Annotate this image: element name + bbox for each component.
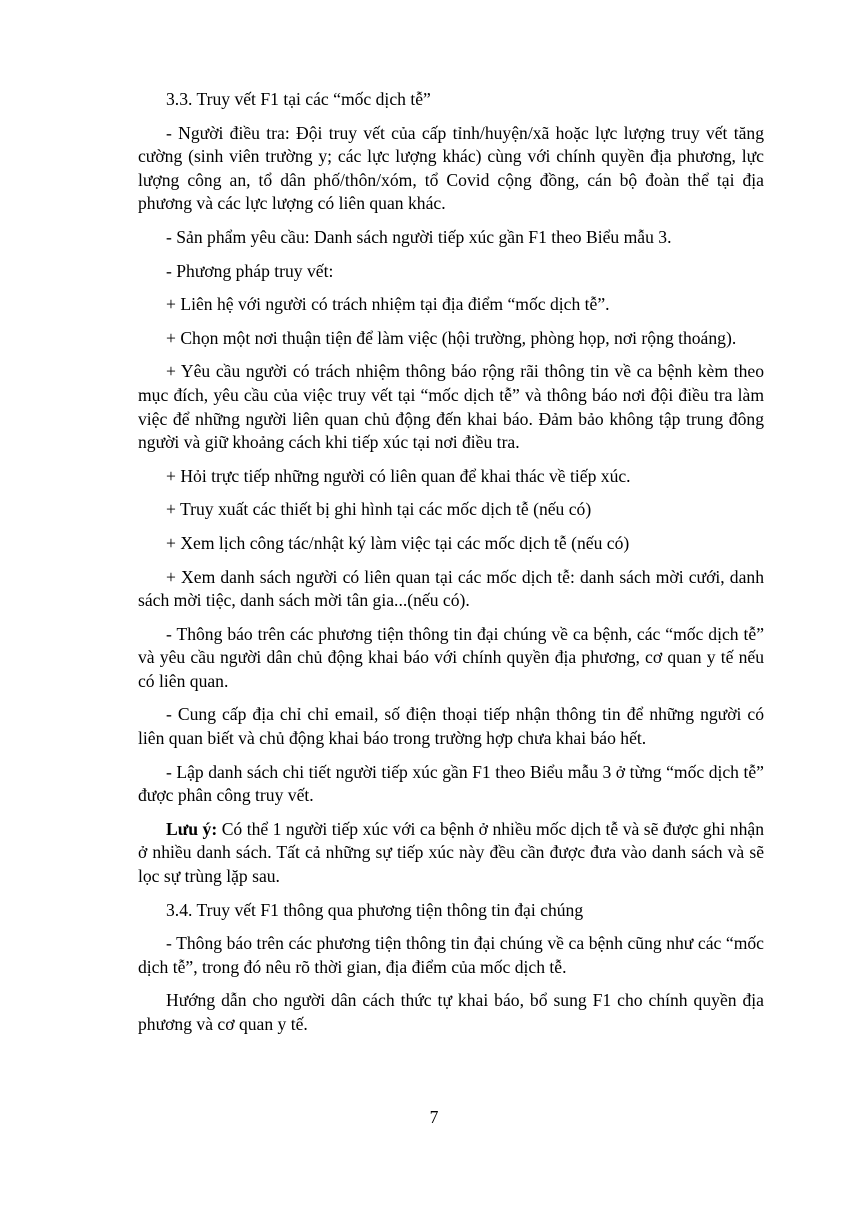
page-number: 7 — [429, 1107, 439, 1127]
investigator-paragraph: - Người điều tra: Đội truy vết của cấp tỉnh/huyện/xã hoặc lực lượng truy vết tăng cường (sinh viên trường y; các lực lượng khác) cùng với chính quyền địa phương, lực lượng công an, tổ dân phố/thôn/xóm, tổ Covid cộng đồng, cán bộ đoàn thể tại địa phương và các lực lượng có liên quan khác. — [138, 122, 764, 214]
media-notice-3-4-paragraph: - Thông báo trên các phương tiện thông tin đại chúng về ca bệnh cũng như các “mốc dịch tễ”, trong đó nêu rõ thời gian, địa điểm của mốc dịch tễ. — [138, 933, 764, 977]
contact-info-paragraph: - Cung cấp địa chỉ chỉ email, số điện thoại tiếp nhận thông tin để những người có liên quan biết và chủ động khai báo trong trường hợp chưa khai báo hết. — [138, 704, 764, 749]
method-item: + Xem lịch công tác/nhật ký làm việc tại các mốc dịch tễ (nếu có) — [166, 532, 630, 553]
method-item: + Yêu cầu người có trách nhiệm thông báo rộng rãi thông tin về ca bệnh kèm theo mục đích, yêu cầu của việc truy vết tại “mốc dịch tễ” và thông báo nơi đội điều tra làm việc để những người liên quan chủ động đến khai báo. Đảm bảo không tập trung đông người và giữ khoảng cách khi tiếp xúc tại nơi điều tra. — [138, 361, 764, 453]
method-label: - Phương pháp truy vết: — [166, 260, 334, 281]
method-item: + Chọn một nơi thuận tiện để làm việc (hội trường, phòng họp, nơi rộng thoáng). — [166, 327, 737, 348]
product-paragraph: - Sản phẩm yêu cầu: Danh sách người tiếp xúc gần F1 theo Biểu mẫu 3. — [166, 226, 672, 247]
media-notice-paragraph: - Thông báo trên các phương tiện thông tin đại chúng về ca bệnh, các “mốc dịch tễ” và yêu cầu người dân chủ động khai báo với chính quyền địa phương, cơ quan y tế nếu có liên quan. — [138, 623, 764, 691]
note-text: Có thể 1 người tiếp xúc với ca bệnh ở nhiều mốc dịch tễ và sẽ được ghi nhận ở nhiều danh sách. Tất cả những sự tiếp xúc này đều cần được đưa vào danh sách và sẽ lọc sự trùng lặp sau. — [138, 818, 764, 887]
note-paragraph — [138, 818, 764, 889]
section-3-3-heading: 3.3. Truy vết F1 tại các “mốc dịch tễ” — [166, 89, 431, 109]
guidance-paragraph: Hướng dẫn cho người dân cách thức tự khai báo, bổ sung F1 cho chính quyền địa phương và cơ quan y tế. — [138, 990, 764, 1034]
method-item: + Hỏi trực tiếp những người có liên quan để khai thác về tiếp xúc. — [166, 465, 631, 486]
method-item: + Xem danh sách người có liên quan tại các mốc dịch tễ: danh sách mời cưới, danh sách mời tiệc, danh sách mời tân gia...(nếu có). — [138, 566, 764, 611]
section-3-4-heading: 3.4. Truy vết F1 thông qua phương tiện thông tin đại chúng — [166, 899, 584, 920]
method-item: + Truy xuất các thiết bị ghi hình tại các mốc dịch tễ (nếu có) — [166, 499, 592, 520]
note-label: Lưu ý: — [166, 818, 218, 839]
method-item: + Liên hệ với người có trách nhiệm tại địa điểm “mốc dịch tễ”. — [166, 294, 610, 315]
detail-list-paragraph: - Lập danh sách chi tiết người tiếp xúc gần F1 theo Biểu mẫu 3 ở từng “mốc dịch tễ” được phân công truy vết. — [138, 761, 764, 806]
